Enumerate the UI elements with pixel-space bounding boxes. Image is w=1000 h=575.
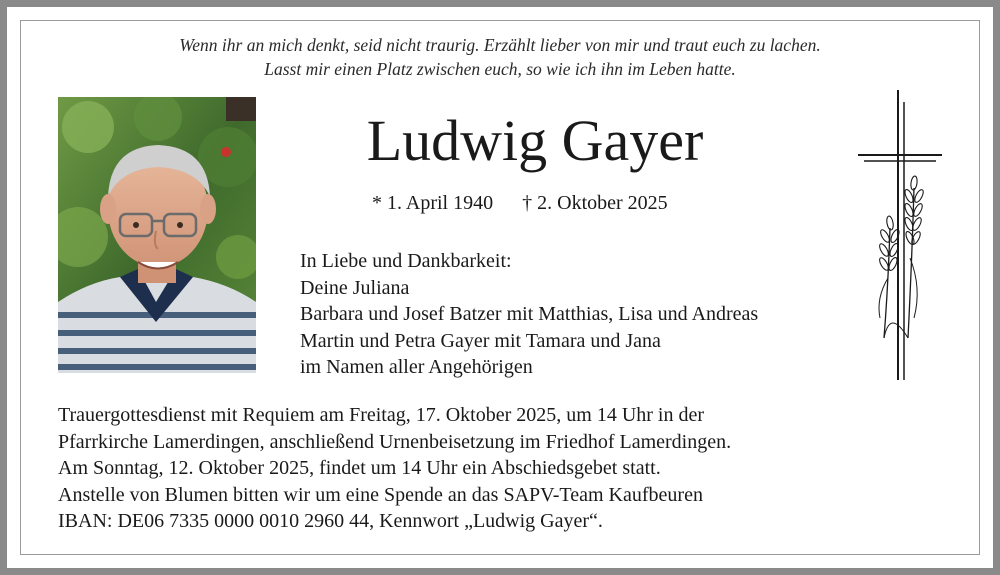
family-intro: In Liebe und Dankbarkeit: [300, 250, 512, 272]
life-dates [372, 190, 668, 216]
motto-line-2: Lasst mir einen Platz zwischen euch, so wie ich ihn im Leben hatte. [264, 59, 736, 79]
family-member: Deine Juliana [300, 276, 410, 299]
family-member: im Namen aller Angehörigen [300, 356, 533, 378]
service-line: Trauergottesdienst mit Requiem am Freitag, 17. Oktober 2025, um 14 Uhr in der [58, 404, 705, 426]
service-line: IBAN: DE06 7335 0000 0010 2960 44, Kennwort „Ludwig Gayer“. [58, 510, 603, 533]
family-list [300, 248, 758, 381]
birth-date: * 1. April 1940 [372, 192, 494, 214]
portrait-photo [58, 97, 256, 373]
portrait-illustration [58, 97, 256, 373]
service-line: Am Sonntag, 12. Oktober 2025, findet um 14 Uhr ein Abschiedsgebet statt. [58, 457, 661, 480]
motto [0, 33, 1000, 81]
family-member: Martin und Petra Gayer mit Tamara und Jana [300, 329, 661, 352]
cross-with-wheat-icon [850, 88, 950, 383]
service-info [58, 402, 731, 535]
service-line: Anstelle von Blumen bitten wir um eine Spende an das SAPV-Team Kaufbeuren [58, 483, 703, 506]
family-member: Barbara und Josef Batzer mit Matthias, Lisa und Andreas [300, 303, 759, 325]
deceased-name: Ludwig Gayer [366, 108, 704, 173]
motto-line-1: Wenn ihr an mich denkt, seid nicht traurig. Erzählt lieber von mir und traut euch zu lachen. [179, 35, 821, 55]
service-line: Pfarrkirche Lamerdingen, anschließend Urnenbeisetzung im Friedhof Lamerdingen. [58, 430, 732, 453]
death-date: † 2. Oktober 2025 [522, 192, 668, 214]
